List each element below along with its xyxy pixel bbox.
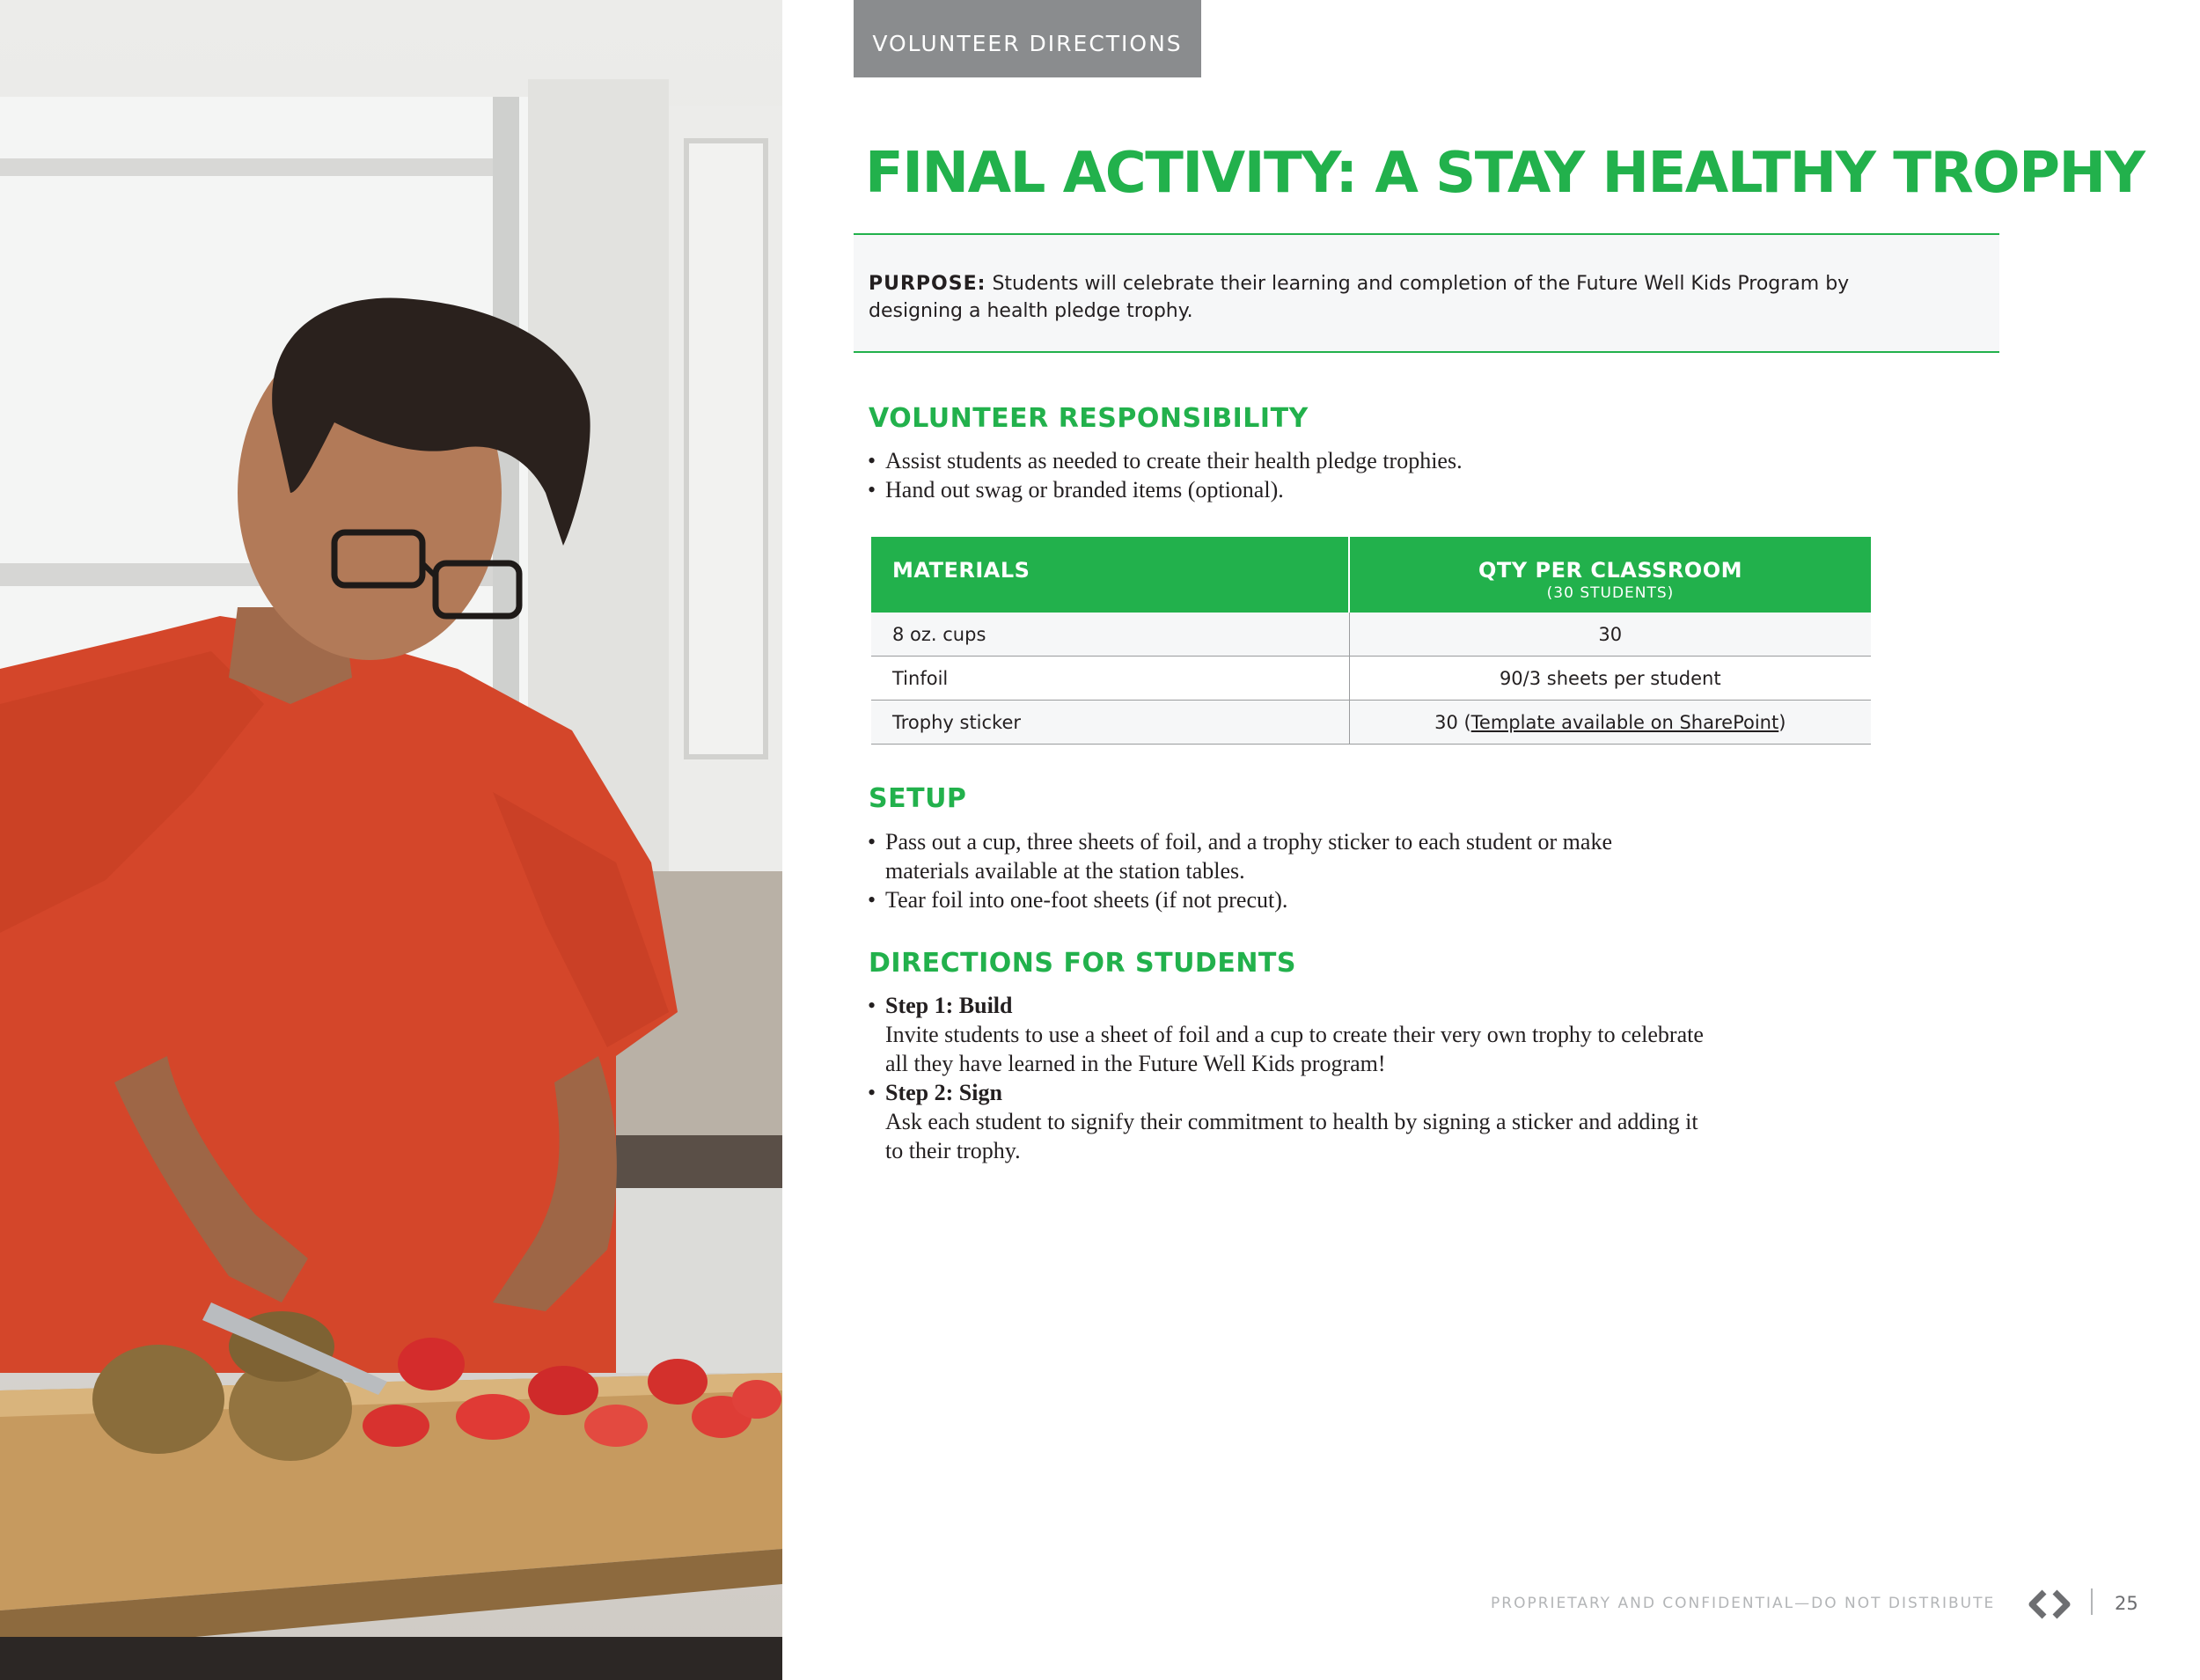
step-title: • Step 2: Sign	[885, 1080, 1002, 1105]
qty-column-subtitle: (30 STUDENTS)	[1546, 584, 1675, 602]
page-title: FINAL ACTIVITY: A STAY HEALTHY TROPHY	[865, 141, 2145, 206]
qty-cell	[1349, 701, 1871, 745]
step-text: Invite students to use a sheet of foil and a cup to create their very own trophy to celebrate all they have learned in the Future Well Kids program!	[885, 1022, 1704, 1076]
qty-prefix: 30 (	[1434, 711, 1471, 733]
directions-heading: DIRECTIONS FOR STUDENTS	[869, 948, 1297, 979]
table-row	[871, 613, 1871, 657]
qty-column-title: QTY PER CLASSROOM	[1478, 558, 1742, 583]
table-header-row	[871, 537, 1871, 613]
table-row	[871, 701, 1871, 745]
chevron-right-icon[interactable]	[2051, 1589, 2072, 1624]
materials-table	[871, 537, 1871, 745]
qty-suffix: )	[1778, 711, 1786, 733]
purpose-label: PURPOSE:	[869, 273, 986, 295]
list-item	[868, 991, 1704, 1078]
qty-column-header	[1349, 537, 1871, 613]
step-text: Ask each student to signify their commitment to health by signing a sticker and adding it to their trophy.	[885, 1109, 1698, 1163]
chevron-left-icon[interactable]	[2027, 1589, 2048, 1624]
material-cell: Trophy sticker	[871, 701, 1349, 745]
page-number: 25	[2115, 1593, 2138, 1614]
confidential-notice: PROPRIETARY AND CONFIDENTIAL—DO NOT DISTRIBUTE	[1491, 1595, 1996, 1612]
kitchen-photo-illustration	[0, 0, 782, 1680]
directions-list	[868, 991, 1704, 1165]
qty-cell: 90/3 sheets per student	[1349, 657, 1871, 701]
material-cell: Tinfoil	[871, 657, 1349, 701]
step-title: • Step 1: Build	[885, 993, 1013, 1018]
setup-list	[868, 827, 1660, 914]
list-item: • Pass out a cup, three sheets of foil, and a trophy sticker to each student or make materials available at the station tables.	[868, 827, 1660, 885]
list-item: • Assist students as needed to create their health pledge trophies.	[868, 446, 1463, 475]
table-row	[871, 657, 1871, 701]
list-item	[868, 1078, 1704, 1165]
material-cell: 8 oz. cups	[871, 613, 1349, 657]
volunteer-responsibility-list	[868, 446, 1463, 504]
section-tab: VOLUNTEER DIRECTIONS	[854, 0, 1201, 77]
footer-divider	[2091, 1588, 2093, 1615]
purpose-box	[854, 233, 1999, 353]
materials-column-header: MATERIALS	[871, 537, 1349, 613]
list-item: • Hand out swag or branded items (optional).	[868, 475, 1463, 504]
hero-photo	[0, 0, 782, 1680]
list-item: • Tear foil into one-foot sheets (if not precut).	[868, 885, 1660, 914]
purpose-text: Students will celebrate their learning and completion of the Future Well Kids Program by designing a health pledge trophy.	[869, 273, 1850, 322]
sharepoint-template-link[interactable]: Template available on SharePoint	[1470, 711, 1779, 733]
volunteer-responsibility-heading: VOLUNTEER RESPONSIBILITY	[869, 403, 1309, 434]
setup-heading: SETUP	[869, 783, 967, 814]
page-navigation	[2027, 1589, 2079, 1619]
qty-cell: 30	[1349, 613, 1871, 657]
